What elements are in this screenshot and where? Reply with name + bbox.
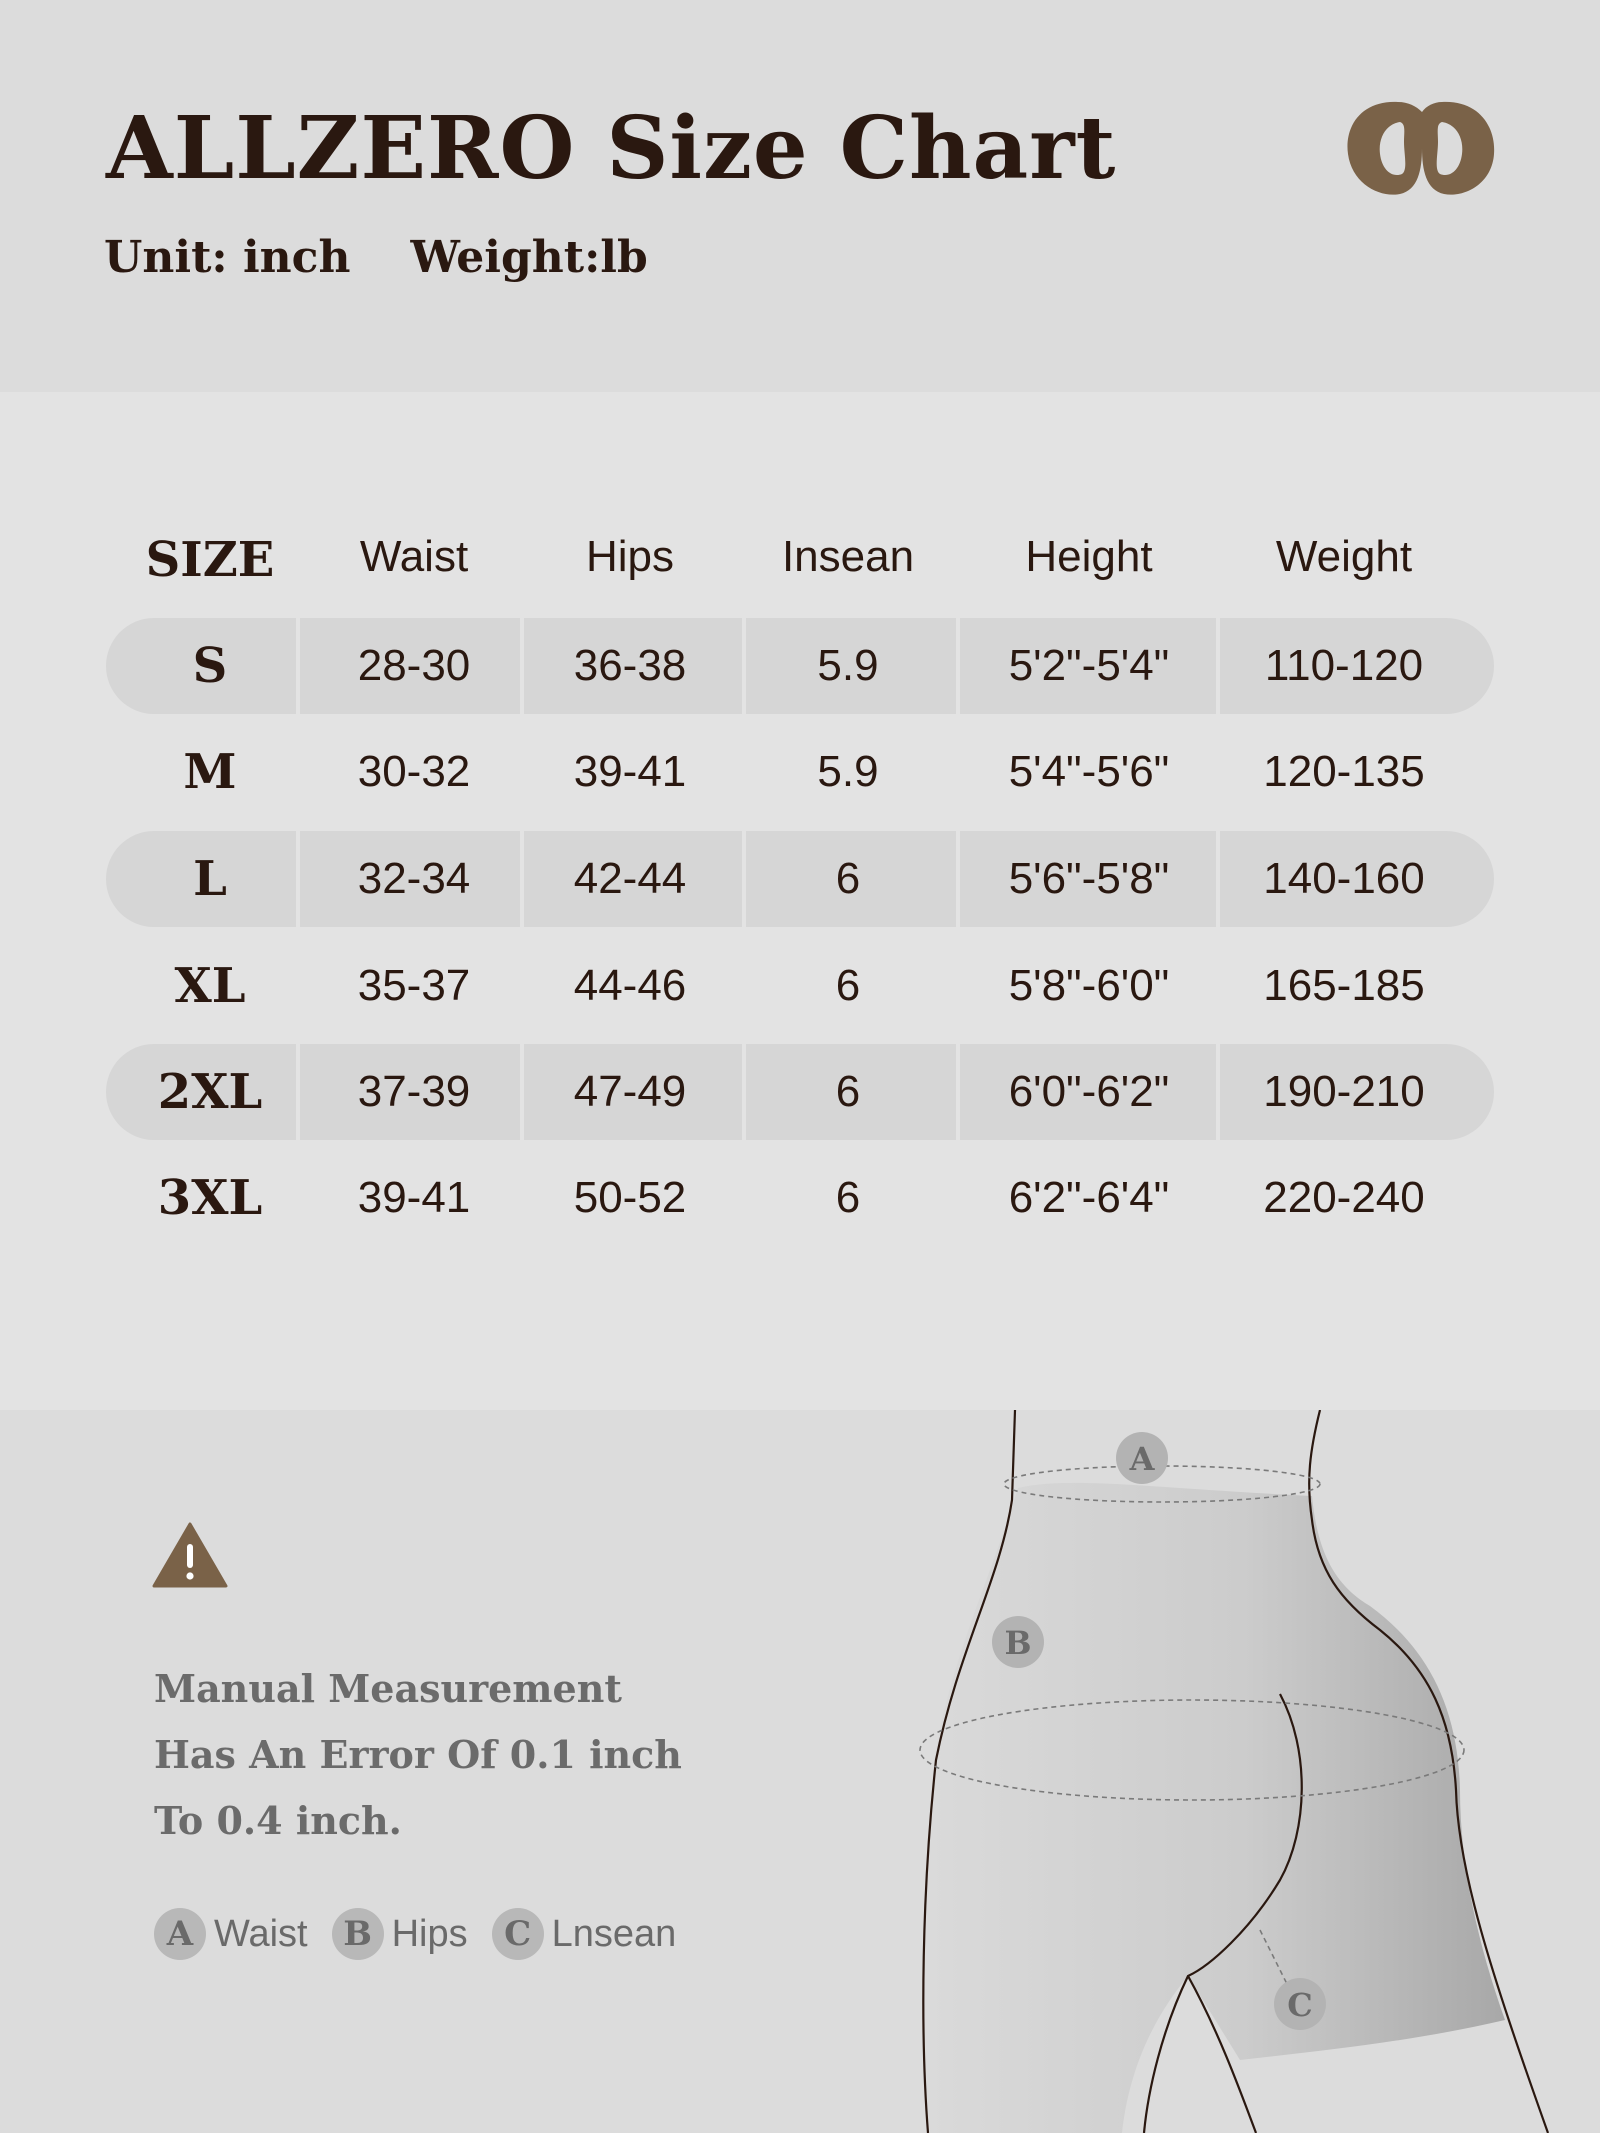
note-line: Manual Measurement (154, 1666, 622, 1711)
table-row (106, 1044, 1494, 1140)
column-header-weight: Weight (1275, 532, 1413, 581)
weight-cell: 110-120 (1264, 641, 1424, 690)
hips-cell: 44-46 (573, 961, 687, 1010)
insean-cell: 5.9 (817, 641, 879, 690)
unit-label: Unit: inch (104, 232, 351, 283)
table-row (106, 938, 1494, 1034)
size-cell: 2XL (157, 1064, 263, 1120)
weight-cell: 140-160 (1263, 854, 1425, 903)
table-row (106, 1150, 1494, 1246)
column-header-hips: Hips (585, 532, 675, 581)
insean-cell: 5.9 (817, 747, 879, 796)
waist-cell: 35-37 (357, 961, 471, 1010)
column-header-size: SIZE (145, 532, 275, 588)
size-table (0, 392, 1600, 1410)
legend-badge-c: C (492, 1908, 544, 1960)
warning-icon (152, 1522, 228, 1588)
insean-cell: 6 (835, 1173, 861, 1222)
weight-unit-label: Weight:lb (410, 232, 648, 283)
hips-cell: 47-49 (573, 1067, 687, 1116)
measurement-legend (154, 1908, 700, 1960)
marker-c-label: C (1287, 1986, 1313, 2024)
measurement-section (0, 1410, 1600, 2133)
size-cell: L (193, 851, 227, 907)
insean-cell: 6 (835, 854, 861, 903)
insean-cell: 6 (835, 961, 861, 1010)
weight-cell: 120-135 (1263, 747, 1425, 796)
column-header-height: Height (1025, 532, 1153, 581)
waist-cell: 28-30 (357, 641, 471, 690)
legend-label-waist: Waist (214, 1912, 308, 1955)
waist-cell: 30-32 (357, 747, 471, 796)
marker-a-label: A (1129, 1440, 1155, 1478)
note-line: To 0.4 inch. (154, 1798, 402, 1843)
waist-cell: 37-39 (357, 1067, 471, 1116)
body-figure-illustration (900, 1410, 1600, 2133)
legend-label-insean: Lnsean (551, 1912, 677, 1955)
legend-badge-b: B (332, 1908, 384, 1960)
table-row (106, 831, 1494, 927)
height-cell: 5'6"-5'8" (1008, 854, 1170, 903)
table-row (106, 724, 1494, 820)
marker-b-label: B (1004, 1624, 1032, 1662)
height-cell: 5'4"-5'6" (1008, 747, 1170, 796)
legend-label-hips: Hips (391, 1912, 468, 1955)
hips-cell: 42-44 (573, 854, 687, 903)
height-cell: 5'8"-6'0" (1008, 961, 1170, 1010)
brand-logo-icon (1340, 92, 1500, 204)
hips-cell: 50-52 (573, 1173, 687, 1222)
shorts-shape (923, 1483, 1505, 2133)
height-cell: 6'0"-6'2" (1008, 1067, 1170, 1116)
waist-cell: 39-41 (357, 1173, 471, 1222)
weight-cell: 165-185 (1263, 961, 1425, 1010)
size-cell: M (183, 744, 237, 800)
hips-cell: 39-41 (573, 747, 687, 796)
weight-cell: 220-240 (1263, 1173, 1425, 1222)
weight-cell: 190-210 (1263, 1067, 1425, 1116)
waist-cell: 32-34 (357, 854, 471, 903)
page-title: ALLZERO Size Chart (106, 98, 1117, 199)
unit-info (104, 232, 648, 283)
hips-cell: 36-38 (573, 641, 687, 690)
height-cell: 6'2"-6'4" (1008, 1173, 1170, 1222)
legend-badge-a: A (154, 1908, 206, 1960)
header (0, 0, 1600, 392)
column-header-insean: Insean (781, 532, 915, 581)
table-row (106, 618, 1494, 714)
size-cell: S (192, 638, 228, 694)
note-line: Has An Error Of 0.1 inch (154, 1732, 682, 1777)
column-header-waist: Waist (359, 532, 469, 581)
height-cell: 5'2"-5'4" (1008, 641, 1170, 690)
insean-cell: 6 (835, 1067, 861, 1116)
size-cell: 3XL (157, 1170, 263, 1226)
size-cell: XL (174, 958, 246, 1014)
measurement-note (154, 1656, 682, 1854)
